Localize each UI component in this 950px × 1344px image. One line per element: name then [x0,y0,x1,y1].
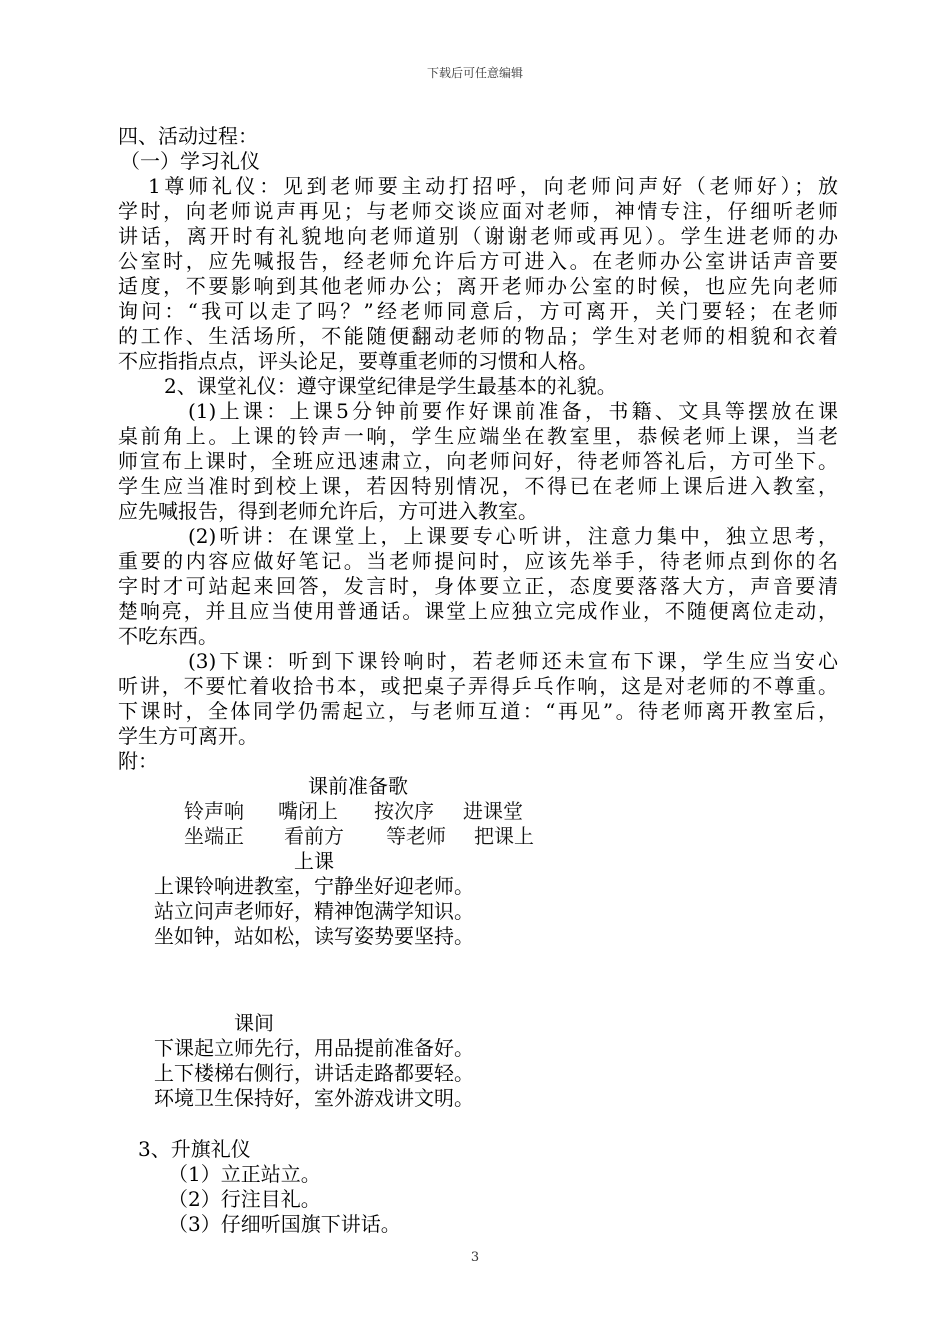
flag-item: （1）立正站立。 [168,1162,321,1186]
paragraph-line: 下课时，全体同学仍需起立，与老师互道：“再见”。待老师离开教室后， [118,699,838,723]
poem-line: 坐如钟，站如松，读写姿势要坚持。 [154,924,474,948]
paragraph-line: 学生方可离开。 [118,724,258,748]
song-phrase: 按次序 [374,799,434,823]
song-phrase: 等老师 [386,824,446,848]
paragraph-line: 学生应当准时到校上课，若因特别情况，不得已在老师上课后进入教室， [118,474,838,498]
document-body [118,124,838,1237]
poem-line: 站立问声老师好，精神饱满学知识。 [154,899,474,923]
paragraph-line: 听讲，不要忙着收拾书本，或把桌子弄得乒乓作响，这是对老师的不尊重。 [118,674,838,698]
song-phrase: 嘴闭上 [278,799,338,823]
paragraph-line: 楚响亮，并且应当使用普通话。课堂上应独立完成作业，不随便离位走动， [118,599,838,623]
paragraph-line: 字时才可站起来回答，发言时，身体要立正，态度要落落大方，声音要清 [118,574,838,598]
spacer [118,949,838,1011]
poem-line: 下课起立师先行，用品提前准备好。 [154,1036,474,1060]
paragraph-line: 不应指指点点，评头论足，要尊重老师的习惯和人格。 [118,349,598,373]
paragraph-line: 不吃东西。 [118,624,218,648]
flag-item: （2）行注目礼。 [168,1187,321,1211]
paragraph-line: 桌前角上。上课的铃声一响，学生应端坐在教室里，恭候老师上课，当老 [118,424,838,448]
paragraph-line: 讲话，离开时有礼貌地向老师道别（谢谢老师或再见）。学生进老师的办 [118,224,838,248]
classroom-etiquette-title: 2、课堂礼仪：遵守课堂纪律是学生最基本的礼貌。 [164,374,617,398]
song-row [118,799,838,824]
poem-line: 上课铃响进教室，宁静坐好迎老师。 [154,874,474,898]
paragraph-line: (3)下课：听到下课铃响时，若老师还未宣布下课，学生应当安心 [188,649,838,673]
flag-etiquette-title: 3、升旗礼仪 [138,1137,251,1161]
page-header-note: 下载后可任意编辑 [426,66,523,80]
break-poem-title-text: 课间 [234,1011,274,1035]
paragraph-line: 师宣布上课时，全班应迅速肃立，向老师问好，待老师答礼后，方可坐下。 [118,449,838,473]
paragraph-line: 询问：“我可以走了吗？”经老师同意后，方可离开，关门要轻；在老师 [118,299,838,323]
paragraph-line: 应先喊报告，得到老师允许后，方可进入教室。 [118,499,538,523]
class-start-paragraph [118,399,838,524]
song-phrase: 坐端正 [184,824,244,848]
spacer [118,1111,838,1137]
subsection-title: （一）学习礼仪 [120,149,260,173]
paragraph-line: 学时，向老师说声再见；与老师交谈应面对老师，神情专注，仔细听老师 [118,199,838,223]
break-poem-title [118,1011,838,1036]
paragraph-line: 1尊师礼仪：见到老师要主动打招呼，向老师问声好（老师好）；放 [148,174,838,198]
class-poem-title-text: 上课 [294,849,334,873]
appendix-label: 附： [118,749,158,773]
song-title-text: 课前准备歌 [308,774,408,798]
paragraph-line: (2)听讲：在课堂上，上课要专心听讲，注意力集中，独立思考， [188,524,838,548]
song-title [118,774,838,799]
paragraph-line: 适度，不要影响到其他老师办公；离开老师办公室的时候，也应先向老师 [118,274,838,298]
listening-paragraph [118,524,838,649]
paragraph-line: 的工作、生活场所，不能随便翻动老师的物品；学生对老师的相貌和衣着 [118,324,838,348]
poem-line: 环境卫生保持好，室外游戏讲文明。 [154,1086,474,1110]
page-number: 3 [470,1250,480,1265]
paragraph-line: 重要的内容应做好笔记。当老师提问时，应该先举手，待老师点到你的名 [118,549,838,573]
section-title: 四、活动过程： [118,124,258,148]
poem-line: 上下楼梯右侧行，讲话走路都要轻。 [154,1061,474,1085]
song-phrase: 铃声响 [184,799,244,823]
paragraph-line: (1)上课：上课5分钟前要作好课前准备，书籍、文具等摆放在课 [188,399,838,423]
song-phrase: 把课上 [474,824,534,848]
paragraph-line: 公室时，应先喊报告，经老师允许后方可进入。在老师办公室讲话声音要 [118,249,838,273]
class-poem-title [118,849,838,874]
class-end-paragraph [118,649,838,749]
song-phrase: 看前方 [284,824,344,848]
flag-item: （3）仔细听国旗下讲话。 [168,1212,401,1236]
song-row [118,824,838,849]
respect-teacher-paragraph [118,174,838,374]
song-phrase: 进课堂 [463,799,523,823]
